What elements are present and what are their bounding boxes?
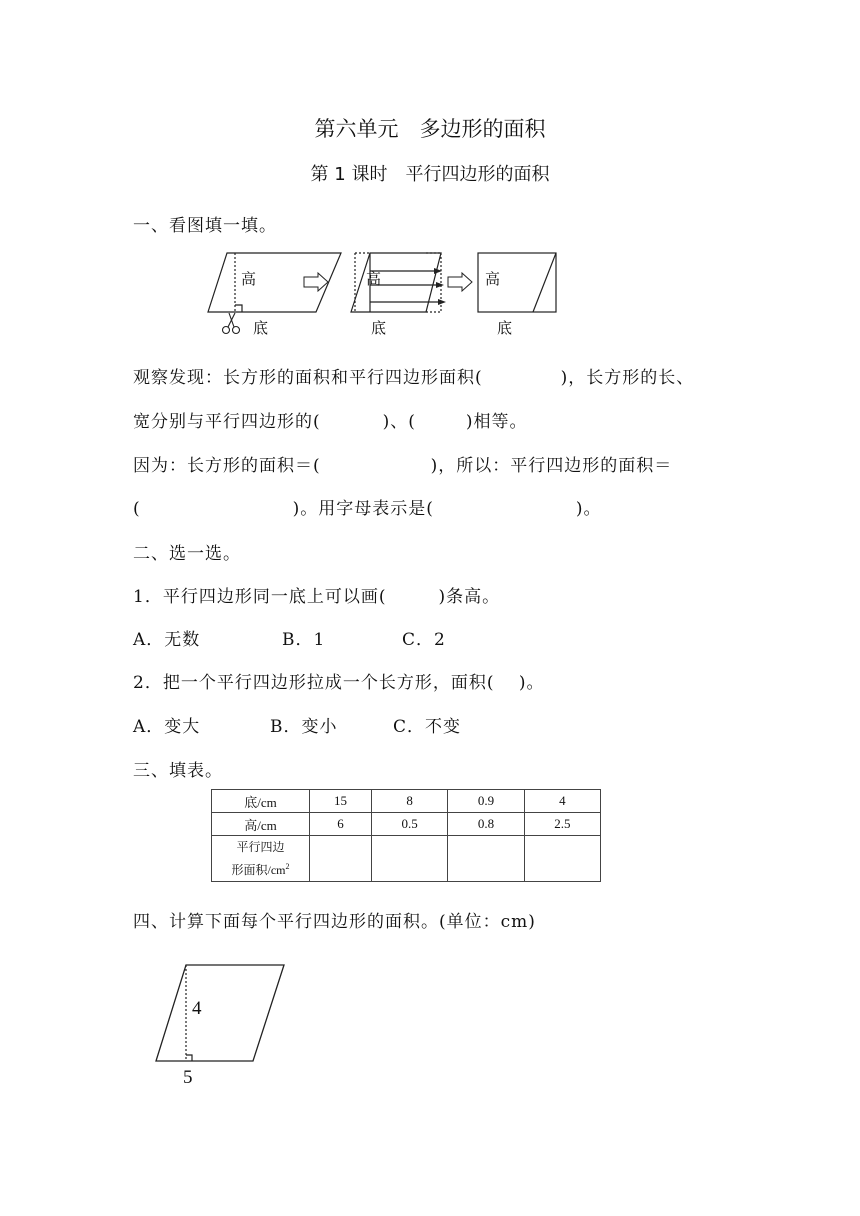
figure-base-label-1: 底 bbox=[253, 319, 269, 337]
section2-heading: 二、选一选。 bbox=[133, 544, 241, 564]
therefore-line: ( )。用字母表示是( )。 bbox=[133, 499, 602, 519]
figure-height-label-1: 高 bbox=[241, 270, 257, 288]
parallelogram-shape-3 bbox=[156, 965, 284, 1061]
right-angle-mark-2 bbox=[186, 1055, 192, 1061]
parallelogram-shape-2 bbox=[351, 253, 441, 312]
area-table bbox=[211, 789, 601, 882]
observation-line-1: 观察发现：长方形的面积和平行四边形面积( )，长方形的长、 bbox=[133, 368, 695, 388]
answer-cell[interactable] bbox=[310, 836, 372, 882]
arrow-right-icon bbox=[304, 273, 328, 291]
table-row-base bbox=[212, 790, 601, 813]
table-cell: 6 bbox=[310, 813, 372, 836]
answer-cell[interactable] bbox=[524, 836, 600, 882]
q2-option-b[interactable]: B．变小 bbox=[270, 717, 338, 737]
table-cell: 0.5 bbox=[371, 813, 447, 836]
lesson-subtitle: 第 1 课时 平行四边形的面积 bbox=[310, 164, 550, 185]
right-angle-mark bbox=[235, 305, 242, 312]
q1-option-b[interactable]: B．1 bbox=[282, 630, 326, 650]
table-row-area bbox=[212, 836, 601, 882]
table-cell: 0.9 bbox=[448, 790, 524, 813]
table-cell: 0.8 bbox=[448, 813, 524, 836]
section4-heading: 四、计算下面每个平行四边形的面积。(单位：cm) bbox=[133, 912, 536, 932]
section3-heading: 三、填表。 bbox=[133, 761, 223, 781]
observation-line-2: 宽分别与平行四边形的( )、( )相等。 bbox=[133, 412, 528, 432]
section1-heading: 一、看图填一填。 bbox=[133, 216, 277, 236]
table-cell: 4 bbox=[524, 790, 600, 813]
table-row-height bbox=[212, 813, 601, 836]
arrow-right-icon-2 bbox=[448, 273, 472, 291]
q1-option-c[interactable]: C．2 bbox=[402, 630, 446, 650]
base-value-label: 5 bbox=[183, 1067, 193, 1088]
parallelogram-problem-figure bbox=[150, 960, 290, 1065]
row-label-base: 底/cm bbox=[212, 790, 310, 813]
row-label-height: 高/cm bbox=[212, 813, 310, 836]
table-cell: 8 bbox=[371, 790, 447, 813]
q2-option-c[interactable]: C．不变 bbox=[393, 717, 462, 737]
answer-cell[interactable] bbox=[371, 836, 447, 882]
table-cell: 2.5 bbox=[524, 813, 600, 836]
row-label-area: 平行四边 形面积$/cm^2$ bbox=[212, 836, 310, 882]
figure-base-label-2: 底 bbox=[371, 319, 387, 337]
q1-option-a[interactable]: A．无数 bbox=[133, 630, 201, 650]
scissors-icon bbox=[223, 313, 240, 334]
figure-base-label-3: 底 bbox=[497, 319, 513, 337]
q2-option-a[interactable]: A．变大 bbox=[133, 717, 201, 737]
because-line: 因为：长方形的面积＝( )，所以：平行四边形的面积＝ bbox=[133, 456, 673, 476]
parallelogram-shape bbox=[208, 253, 341, 312]
table-cell: 15 bbox=[310, 790, 372, 813]
page-title: 第六单元 多边形的面积 bbox=[314, 117, 546, 141]
height-value-label: 4 bbox=[192, 998, 202, 1019]
answer-cell[interactable] bbox=[448, 836, 524, 882]
figure-height-label-2: 高 bbox=[366, 270, 382, 288]
question-2: 2．把一个平行四边形拉成一个长方形，面积( )。 bbox=[133, 673, 545, 693]
question-1: 1．平行四边形同一底上可以画( )条高。 bbox=[133, 587, 501, 607]
figure-height-label-3: 高 bbox=[485, 270, 501, 288]
